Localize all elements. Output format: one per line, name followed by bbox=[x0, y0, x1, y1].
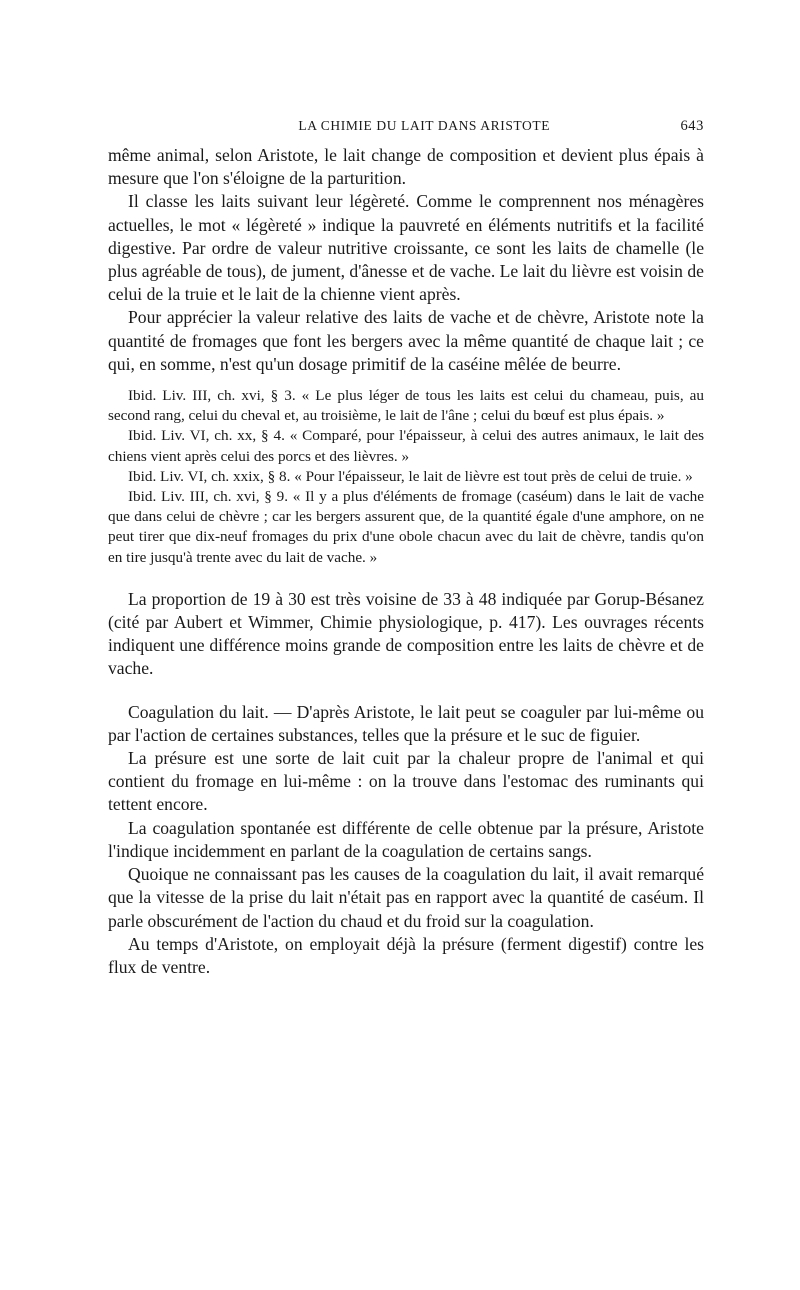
citation-note: Ibid. Liv. VI, ch. xx, § 4. « Comparé, pour l'épaisseur, à celui des autres animaux, le lait des chiens vient après celui des porcs et des lièvres. » bbox=[108, 427, 704, 465]
paragraph-lightness: Il classe les laits suivant leur légèreté. Comme le comprennent nos ménagères actuelles, le mot « légèreté » indique la pauvreté en éléments nutritifs et la facilité digestive. Par ordre de valeur nutritive croissante, ce sont les laits de chamelle (le plus agréable de tous), de jument, d'ânesse et de vache. Le lait du lièvre est voisin de celui de la truie et le lait de la chienne vient après. bbox=[108, 191, 704, 305]
running-header bbox=[108, 118, 704, 144]
paragraph-remedy: Au temps d'Aristote, on employait déjà la présure (ferment digestif) contre les flux de ventre. bbox=[108, 933, 704, 977]
running-title: LA CHIMIE DU LAIT DANS ARISTOTE bbox=[298, 118, 551, 133]
paragraph-coagulation-heading: Coagulation du lait. — D'après Aristote, le lait peut se coaguler par lui-même ou par l'action de certaines substances, telles que la présure et le suc de figuier. bbox=[108, 701, 704, 745]
citation-note: Ibid. Liv. III, ch. xvi, § 9. « Il y a plus d'éléments de fromage (caséum) dans le lait de vache que dans celui de chèvre ; car les bergers assurent que, de la quantité égale d'une amphore, on ne peut tirer que dix-neuf fromages du prix d'une obole chacun avec du lait de chèvre, tandis qu'on en tire jusqu'à trente avec du lait de vache. » bbox=[108, 488, 704, 566]
citation-note: Ibid. Liv. III, ch. xvi, § 3. « Le plus léger de tous les laits est celui du chameau, puis, au second rang, celui du cheval et, au troisième, le lait de l'âne ; celui du bœuf est plus épais. » bbox=[108, 387, 704, 425]
paragraph-continuation: même animal, selon Aristote, le lait change de composition et devient plus épais à mesure que l'on s'éloigne de la parturition. bbox=[108, 145, 704, 189]
paragraph-proportion: La proportion de 19 à 30 est très voisine de 33 à 48 indiquée par Gorup-Bésanez (cité par Aubert et Wimmer, Chimie physiologique, p. 417). Les ouvrages récents indiquent une différence moins grande de composition entre les laits de chèvre et de vache. bbox=[108, 588, 704, 679]
paragraph-presure: La présure est une sorte de lait cuit par la chaleur propre de l'animal et qui contient du fromage en lui-même : on la trouve dans l'estomac des ruminants qui tettent encore. bbox=[108, 748, 704, 815]
page-number: 643 bbox=[680, 118, 704, 134]
citation-note: Ibid. Liv. VI, ch. xxix, § 8. « Pour l'épaisseur, le lait de lièvre est tout près de celui de truie. » bbox=[128, 467, 693, 485]
paragraph-cheese-quantity: Pour apprécier la valeur relative des laits de vache et de chèvre, Aristote note la quantité de fromages que font les bergers avec la même quantité de chaque lait ; ce qui, en somme, n'est qu'un dosage primitif de la caséine mêlée de beurre. bbox=[108, 307, 704, 374]
book-page bbox=[108, 118, 704, 979]
paragraph-spontaneous: La coagulation spontanée est différente de celle obtenue par la présure, Aristote l'indique incidemment en parlant de la coagulation de certains sangs. bbox=[108, 817, 704, 861]
paragraph-causes: Quoique ne connaissant pas les causes de la coagulation du lait, il avait remarqué que la vitesse de la prise du lait n'était pas en rapport avec la quantité de caséum. Il parle obscurément de l'action du chaud et du froid sur la coagulation. bbox=[108, 864, 704, 931]
